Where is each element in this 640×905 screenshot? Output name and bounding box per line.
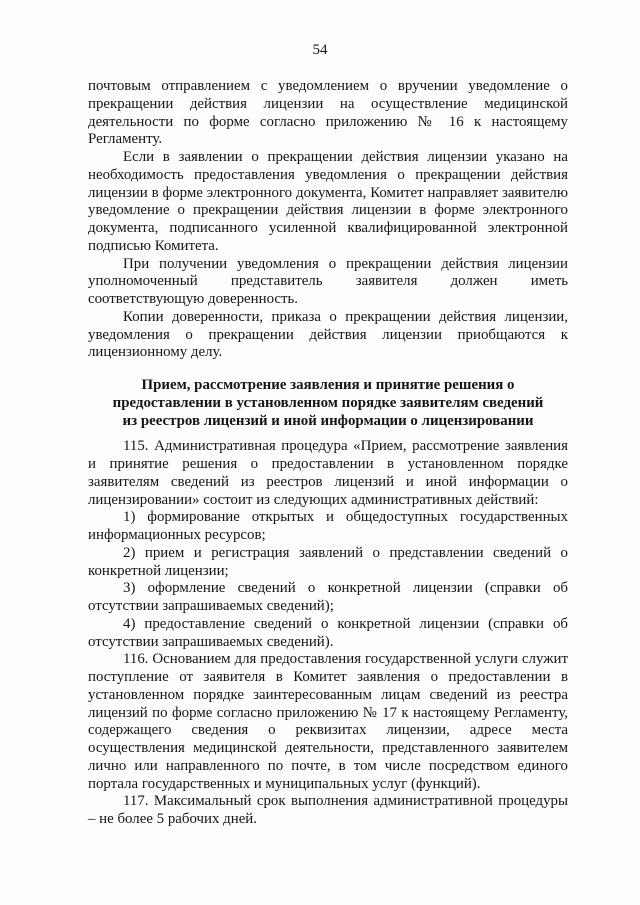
page-number: 54 <box>312 42 328 58</box>
heading-line: Прием, рассмотрение заявления и принятие решения о <box>141 377 515 393</box>
paragraph-electronic-notice: Если в заявлении о прекращении действия лицензии указано на необходимость предоставления уведомления о прекращении действия лицензии в форме электронного документа, Комитет направляет заявителю уведомление о прекращении действия лицензии в форме электронного документа, подписанного усиленной квалифицированной электронной подписью Комитета. <box>88 149 568 254</box>
section-heading <box>88 377 568 430</box>
list-item: 3) оформление сведений о конкретной лицензии (справки об отсутствии запрашиваемых сведений); <box>88 580 568 614</box>
page-body <box>88 78 568 829</box>
heading-line: предоставлении в установленном порядке заявителям сведений <box>112 394 544 411</box>
paragraph-117: 117. Максимальный срок выполнения административной процедуры – не более 5 рабочих дней. <box>88 793 568 827</box>
heading-line: из реестров лицензий и иной информации о лицензировании <box>122 412 534 429</box>
paragraph-115: 115. Административная процедура «Прием, рассмотрение заявления и принятие решения о предоставлении в установленном порядке заявителям сведений из реестров лицензий и иной информации о лицензировании» состоит из следующих административных действий: <box>88 438 568 508</box>
paragraph-continuation: почтовым отправлением с уведомлением о вручении уведомление о прекращении действия лицензии на осуществление медицинской деятельности по форме согласно приложению № 16 к настоящему Регламенту. <box>88 78 568 148</box>
paragraph-copies: Копии доверенности, приказа о прекращении действия лицензии, уведомления о прекращении действия лицензии приобщаются к лицензионному делу. <box>88 308 568 361</box>
paragraph-116: 116. Основанием для предоставления государственной услуги служит поступление от заявителя в Комитет заявления о предоставлении в установленном порядке заинтересованным лицам сведений из реестра лицензий по форме согласно приложению № 17 к настоящему Регламенту, содержащего сведения о реквизитах лицензии, адресе места осуществления медицинской деятельности, представленного заявителем лично или направленного по почте, в том числе посредством единого портала государственных и муниципальных услуг (функций). <box>88 651 568 792</box>
list-item: 4) предоставление сведений о конкретной лицензии (справки об отсутствии запрашиваемых сведений). <box>88 615 568 650</box>
paragraph-power-of-attorney: При получении уведомления о прекращении действия лицензии уполномоченный представитель заявителя должен иметь соответствующую доверенность. <box>88 255 568 307</box>
list-item: 2) прием и регистрация заявлений о представлении сведений о конкретной лицензии; <box>88 544 568 579</box>
list-item: 1) формирование открытых и общедоступных государственных информационных ресурсов; <box>88 509 568 543</box>
